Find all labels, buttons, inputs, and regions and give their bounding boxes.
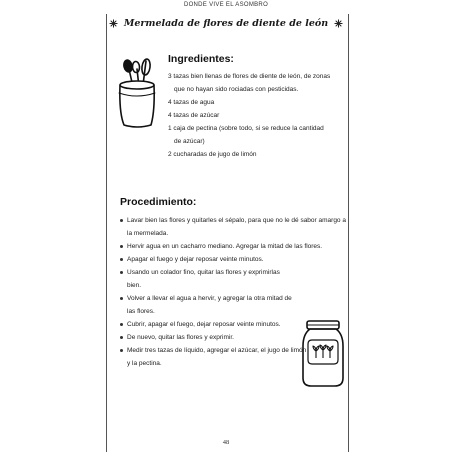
list-item: De nuevo, quitar las flores y exprimir. <box>118 331 310 344</box>
procedure-heading: Procedimiento: <box>120 196 197 208</box>
ingredients-list <box>168 70 346 161</box>
recipe-title: Mermelada de flores de diente de león <box>123 17 329 29</box>
running-head: DONDE VIVE EL ASOMBRO <box>183 2 269 8</box>
title-row <box>108 14 344 32</box>
ingredients-heading: Ingredientes: <box>168 53 234 65</box>
list-item: Apagar el fuego y dejar reposar veinte minutos. <box>118 253 348 266</box>
list-item: 4 tazas de agua <box>168 99 215 106</box>
list-item: 3 tazas bien llenas de flores de diente de león, de zonas <box>168 73 331 80</box>
asterisk-ornament-icon <box>109 19 118 28</box>
list-item: Usando un colador fino, quitar las flores y exprimirlas bien. <box>118 266 295 292</box>
list-item: Cubrir, apagar el fuego, dejar reposar veinte minutos. <box>118 318 310 331</box>
list-item: Hervir agua en un cacharro mediano. Agregar la mitad de las flores. <box>118 240 348 253</box>
jam-jar-icon <box>299 318 347 390</box>
page-number: 48 <box>222 439 230 446</box>
list-item: 2 cucharadas de jugo de limón <box>168 151 257 158</box>
list-item: 4 tazas de azúcar <box>168 112 220 119</box>
utensil-jar-icon <box>113 55 161 135</box>
list-item: Lavar bien las flores y quitarles el sépalo, para que no le dé sabor amargo a la mermelada. <box>118 214 348 240</box>
list-item: que no hayan sido rociadas con pesticidas. <box>174 86 299 93</box>
asterisk-ornament-icon <box>334 19 343 28</box>
list-item: 1 caja de pectina (sobre todo, si se reduce la cantidad <box>168 125 324 132</box>
list-item: Volver a llevar el agua a hervir, y agregar la otra mitad de las flores. <box>118 292 295 318</box>
list-item: Medir tres tazas de líquido, agregar el azúcar, el jugo de limón y la pectina. <box>118 344 310 370</box>
list-item: de azúcar) <box>174 138 205 145</box>
